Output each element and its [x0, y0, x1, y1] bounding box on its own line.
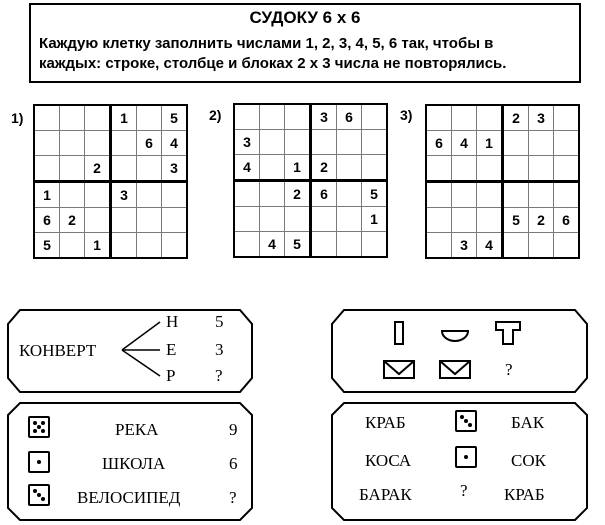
envelope-icon [384, 361, 414, 378]
konvert-letter-1: Н [166, 312, 179, 331]
transform-left-2: КОСА [365, 451, 412, 470]
dice-five-icon [28, 416, 50, 438]
sudoku-cell: 4 [234, 155, 260, 181]
sudoku-cell: 1 [34, 182, 60, 208]
konvert-value-1: 5 [215, 312, 224, 331]
instruction-line-1: Каждую клетку заполнить числами 1, 2, 3, 4, 5, 6 так, чтобы в [39, 35, 494, 52]
konvert-word: КОНВЕРТ [19, 341, 97, 360]
dice-one-icon [455, 446, 477, 468]
sudoku-cell: 4 [162, 131, 188, 156]
transform-right-2: СОК [511, 451, 546, 470]
sudoku-cell: 6 [311, 181, 337, 207]
dice-one-icon [28, 451, 50, 473]
branch-lines [122, 322, 160, 376]
shapes-answer: ? [505, 360, 513, 379]
sudoku-cell: 2 [311, 155, 337, 181]
shapes-card-frame [332, 310, 587, 392]
sudoku-cell: 5 [362, 181, 388, 207]
sudoku-cell: 6 [337, 104, 362, 130]
transform-middle-3: ? [460, 481, 468, 500]
transform-right-1: БАК [511, 413, 545, 432]
dice-word-2: ШКОЛА [102, 454, 166, 473]
sudoku-cell: 5 [503, 208, 529, 233]
transform-right-3: КРАБ [504, 485, 545, 504]
sudoku-cell: 3 [311, 104, 337, 130]
puzzle-1-label: 1) [11, 110, 24, 126]
sudoku-cell: 3 [529, 105, 554, 131]
sudoku-cell: 6 [426, 131, 452, 156]
sudoku-cell: 4 [452, 131, 477, 156]
dice-three-icon [28, 484, 50, 506]
sudoku-cell: 2 [85, 156, 111, 182]
dice-three-icon [455, 410, 477, 432]
dice-value-2: 6 [229, 454, 238, 473]
sudoku-cell: 4 [477, 233, 503, 259]
dice-word-1: РЕКА [115, 420, 159, 439]
puzzle-3-label: 3) [400, 107, 413, 123]
sudoku-cell: 1 [85, 233, 111, 259]
konvert-value-2: 3 [215, 340, 224, 359]
sudoku-cell: 3 [234, 130, 260, 155]
konvert-value-3: ? [215, 366, 223, 385]
sudoku-cell: 6 [554, 208, 580, 233]
sudoku-cell: 1 [362, 207, 388, 232]
sudoku-cell: 1 [111, 105, 137, 131]
sudoku-cell: 6 [34, 208, 60, 233]
rectangle-icon [395, 322, 403, 344]
dice-value-3: ? [229, 488, 237, 507]
sudoku-cell: 3 [162, 156, 188, 182]
transform-left-1: КРАБ [365, 413, 406, 432]
sudoku-title: СУДОКУ 6 х 6 [249, 8, 361, 27]
sudoku-cell: 2 [503, 105, 529, 131]
sudoku-cell: 5 [285, 232, 311, 258]
sudoku-cell: 1 [285, 155, 311, 181]
sudoku-cell: 6 [137, 131, 162, 156]
sudoku-cell: 2 [529, 208, 554, 233]
envelope-icon [440, 361, 470, 378]
konvert-letter-2: Е [166, 340, 177, 359]
sudoku-cell: 5 [162, 105, 188, 131]
instruction-line-2: каждых: строке, столбце и блоках 2 х 3 числа не повторялись. [39, 55, 507, 72]
semicircle-icon [442, 331, 468, 341]
puzzle-2-label: 2) [209, 107, 222, 123]
dice-value-1: 9 [229, 420, 238, 439]
sudoku-cell: 3 [111, 182, 137, 208]
sudoku-cell: 4 [260, 232, 285, 258]
sudoku-cell: 2 [60, 208, 85, 233]
dice-word-3: ВЕЛОСИПЕД [77, 488, 181, 507]
sudoku-cell: 1 [477, 131, 503, 156]
sudoku-cell: 2 [285, 181, 311, 207]
transform-left-3: БАРАК [359, 485, 412, 504]
mushroom-icon [496, 322, 520, 344]
konvert-letter-3: Р [166, 366, 176, 385]
sudoku-cell: 5 [34, 233, 60, 259]
sudoku-cell: 3 [452, 233, 477, 259]
